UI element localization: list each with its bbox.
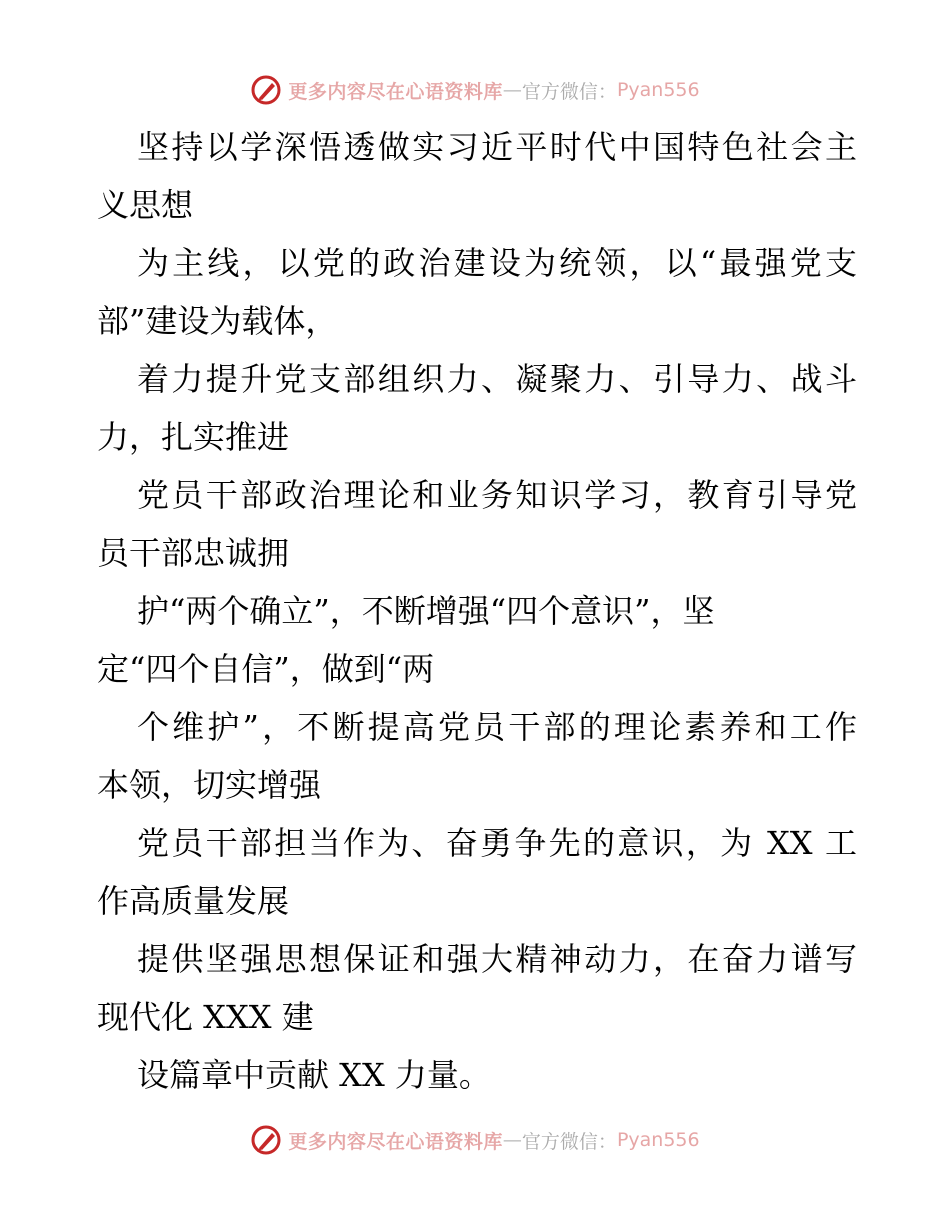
document-body — [97, 118, 857, 1104]
body-line: 现代化 XXX 建 — [97, 998, 314, 1036]
body-line: 个维护”，不断提高党员干部的理论素养和工作 — [137, 708, 857, 746]
body-line: 本领，切实增强 — [97, 766, 322, 804]
body-line: 员干部忠诚拥 — [97, 534, 290, 572]
body-line: 党员干部政治理论和业务知识学习，教育引导党 — [137, 476, 857, 514]
body-line: 坚持以学深悟透做实习近平时代中国特色社会主 — [137, 128, 857, 166]
body-line: 为主线，以党的政治建设为统领，以“最强党支 — [137, 244, 857, 282]
body-line: 党员干部担当作为、奋勇争先的意识，为 XX 工 — [137, 824, 857, 862]
body-line: 定“四个自信”，做到“两 — [97, 650, 435, 688]
body-line: 设篇章中贡献 XX 力量。 — [137, 1056, 491, 1094]
watermark-wechat-label: 官方微信： — [521, 80, 617, 103]
header-watermark — [0, 70, 950, 110]
watermark-main-text: 更多内容尽在心语资料库 — [288, 1130, 503, 1153]
watermark-dash: — — [502, 79, 522, 101]
footer-watermark — [0, 1120, 950, 1160]
watermark-wechat-label: 官方微信： — [521, 1130, 617, 1153]
body-line: 义思想 — [97, 186, 194, 224]
quill-pen-logo-icon — [250, 1124, 282, 1156]
watermark-wechat-id: Pyan556 — [616, 79, 700, 101]
quill-pen-logo-icon — [250, 74, 282, 106]
watermark-dash: — — [502, 1129, 522, 1151]
body-line: 部”建设为载体， — [97, 302, 338, 340]
body-line: 着力提升党支部组织力、凝聚力、引导力、战斗 — [137, 360, 857, 398]
body-line: 力，扎实推进 — [97, 418, 290, 456]
watermark-main-text: 更多内容尽在心语资料库 — [288, 80, 503, 103]
watermark-wechat-id: Pyan556 — [616, 1129, 700, 1151]
body-line: 护“两个确立”，不断增强“四个意识”，坚 — [137, 592, 715, 630]
body-line: 提供坚强思想保证和强大精神动力，在奋力谱写 — [137, 940, 857, 978]
body-line: 作高质量发展 — [97, 882, 290, 920]
